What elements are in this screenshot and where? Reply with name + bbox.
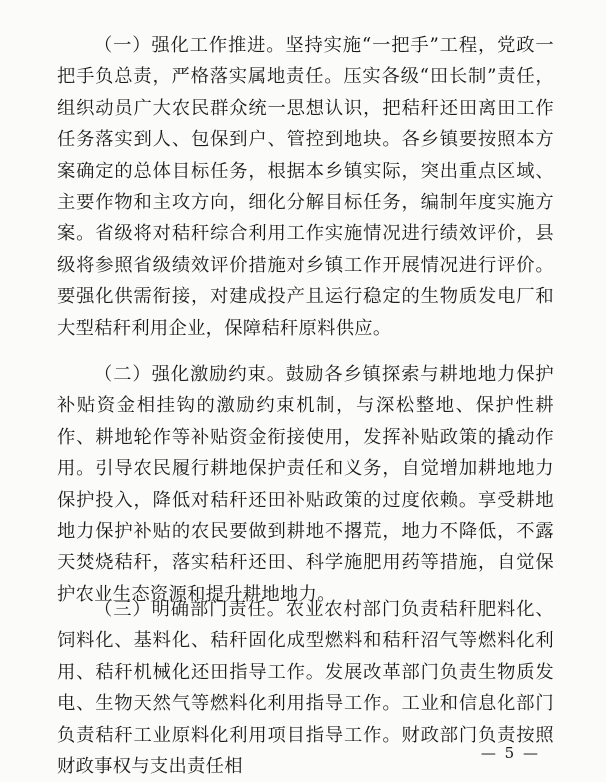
paragraph-incentive-constraint: （二）强化激励约束。鼓励各乡镇探索与耕地地力保护补贴资金相挂钩的激励约束机制，与深松整地、保护性耕作、耕地轮作等补贴资金衔接使用，发挥补贴政策的撬动作用。引导农民履行耕地保护责任和义务，自觉增加耕地地力保护投入，降低对秸秆还田补贴政策的过度依赖。享受耕地地力保护补贴的农民要做到耕地不撂荒，地力不降低，不露天焚烧秸秆，落实秸秆还田、科学施肥用药等措施，自觉保护农业生态资源和提升耕地地力。 [57,364,554,605]
page-number: — 5 — [480,744,540,762]
paragraph-strengthen-work: （一）强化工作推进。坚持实施“一把手”工程，党政一把手负总责，严格落实属地责任。压实各级“田长制”责任，组织动员广大农民群众统一思想认识，把秸秆还田离田工作任务落实到人、包保到户、管控到地块。各乡镇要按照本方案确定的总体目标任务，根据本乡镇实际，突出重点区域、主要作物和主攻方向，细化分解目标任务，编制年度实施方案。省级将对秸秆综合利用工作实施情况进行绩效评价，县级将参照省级绩效评价措施对乡镇工作开展情况进行评价。要强化供需衔接，对建成投产且运行稳定的生物质发电厂和大型秸秆利用企业，保障秸秆原料供应。 [57,35,554,339]
paragraph-department-responsibility: （三）明确部门责任。农业农村部门负责秸秆肥料化、饲料化、基料化、秸秆固化成型燃料和秸秆沼气等燃料化利用、秸秆机械化还田指导工作。发展改革部门负责生物质发电、生物天然气等燃料化利用指导工作。工业和信息化部门负责秸秆工业原料化利用项目指导工作。财政部门负责按照财政事权与支出责任相 [57,599,554,778]
